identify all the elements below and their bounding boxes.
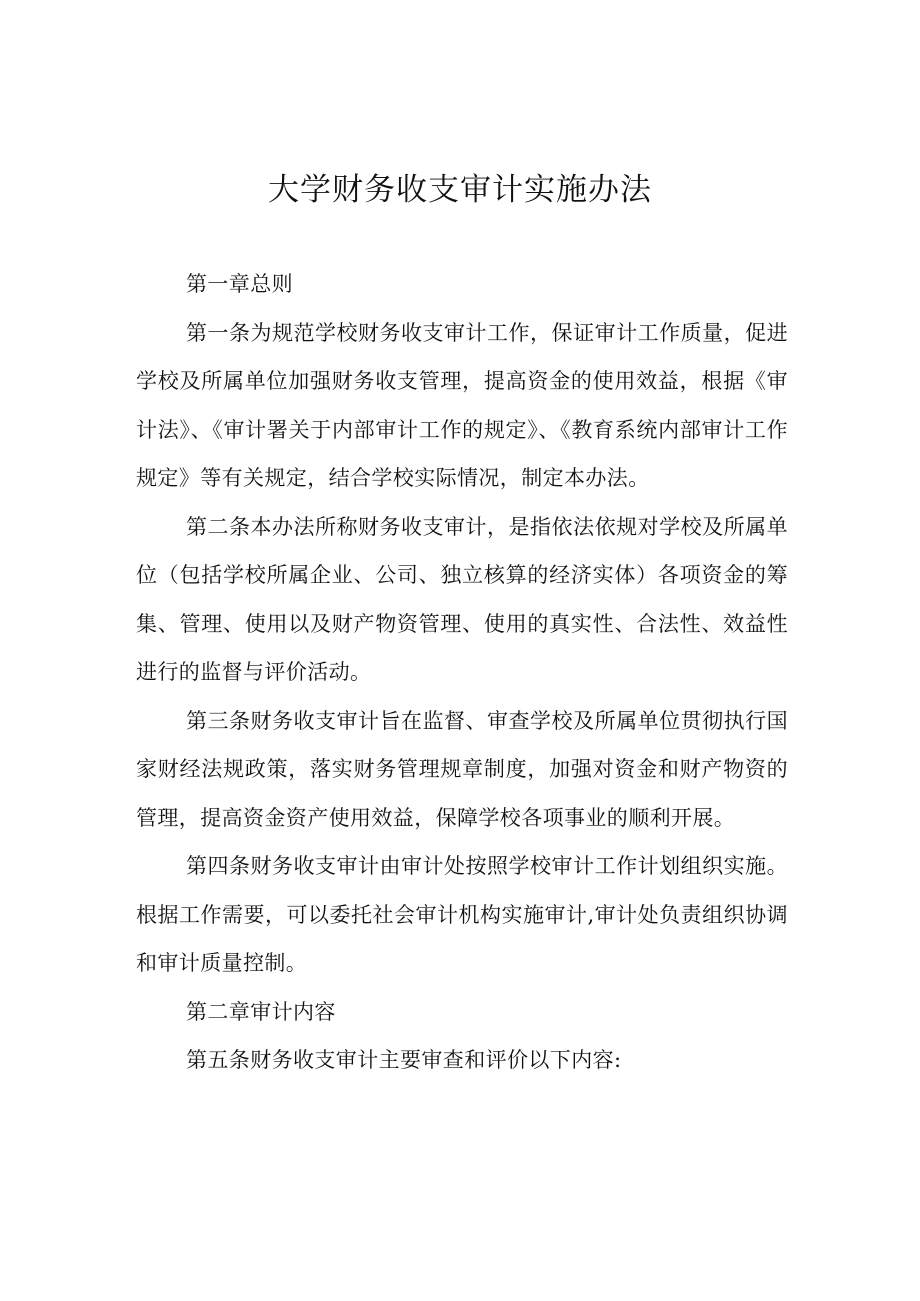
article-4: 第四条财务收支审计由审计处按照学校审计工作计划组织实施。根据工作需要，可以委托社会审计机构实施审计,审计处负责组织协调和审计质量控制。 — [136, 854, 788, 975]
chapter-heading-2: 第二章审计内容 — [186, 999, 336, 1024]
chapter-heading-1: 第一章总则 — [186, 272, 293, 296]
article-2: 第二条本办法所称财务收支审计，是指依法依规对学校及所属单位（包括学校所属企业、公司、独立核算的经济实体）各项资金的筹集、管理、使用以及财产物资管理、使用的真实性、合法性、效益性进行的监督与评价活动。 — [136, 514, 788, 684]
article-3: 第三条财务收支审计旨在监督、审查学校及所属单位贯彻执行国家财经法规政策，落实财务管理规章制度，加强对资金和财产物资的管理，提高资金资产使用效益，保障学校各项事业的顺利开展。 — [136, 708, 788, 830]
document-body — [136, 260, 788, 1085]
article-1: 第一条为规范学校财务收支审计工作，保证审计工作质量，促进学校及所属单位加强财务收支管理，提高资金的使用效益，根据《审计法》、《审计署关于内部审计工作的规定》、《教育系统内部审计工作规定》等有关规定，结合学校实际情况，制定本办法。 — [136, 320, 788, 490]
article-5: 第五条财务收支审计主要审查和评价以下内容: — [186, 1048, 622, 1072]
document-title: 大学财务收支审计实施办法 — [268, 172, 652, 208]
